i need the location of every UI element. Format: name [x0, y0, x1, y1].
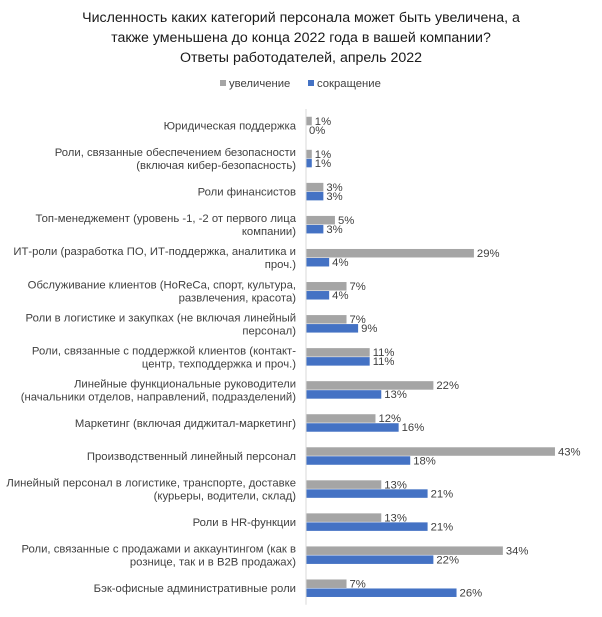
data-label-increase-9: 12% [378, 413, 402, 426]
category-label-9: Маркетинг (включая диджитал-маркетинг) [74, 417, 296, 430]
bar-decrease-8 [306, 390, 381, 399]
category-label-12: Роли в HR-функции [192, 517, 296, 530]
data-label-increase-4: 29% [476, 247, 500, 260]
category-label-7: Роли, связанные с поддержкой клиентов (контакт-центр, техподдержка и проч.) [31, 345, 296, 371]
data-label-increase-0: 1% [314, 115, 332, 128]
category-label-3: Топ-менеджемент (уровень -1, -2 от первого лица компании) [35, 213, 296, 239]
category-label-4: ИТ-роли (разработка ПО, ИТ-поддержка, аналитика и проч.) [13, 246, 296, 272]
data-label-decrease-1: 1% [314, 157, 332, 170]
bar-increase-12 [306, 513, 381, 522]
bar-decrease-1 [306, 159, 312, 168]
data-label-decrease-13: 22% [436, 554, 460, 567]
data-label-increase-14: 7% [349, 578, 366, 591]
bar-decrease-2 [306, 192, 323, 201]
bar-increase-9 [306, 414, 375, 423]
data-label-decrease-4: 4% [332, 256, 349, 269]
data-label-decrease-14: 26% [459, 587, 483, 600]
category-label-2: Роли финансистов [197, 186, 296, 199]
data-label-decrease-11: 21% [430, 488, 454, 501]
bar-increase-8 [306, 381, 433, 390]
data-label-increase-10: 43% [557, 446, 581, 459]
chart-title-line-3: Ответы работодателей, апрель 2022 [179, 50, 423, 66]
bar-increase-7 [306, 348, 370, 357]
legend-label-0: увеличение [229, 78, 291, 90]
bar-increase-14 [306, 579, 347, 588]
bar-decrease-13 [306, 555, 433, 564]
data-label-decrease-12: 21% [430, 521, 454, 534]
data-label-decrease-7: 11% [372, 356, 395, 369]
bar-increase-1 [306, 150, 312, 159]
data-label-decrease-2: 3% [326, 190, 343, 203]
category-label-6: Роли в логистике и закупках (не включая линейный персонал) [25, 312, 296, 338]
data-label-increase-3: 5% [337, 214, 355, 227]
legend-label-1: сокращение [317, 78, 381, 90]
data-label-increase-6: 7% [349, 314, 366, 327]
category-label-14: Бэк-офисные административные роли [93, 583, 296, 596]
legend-swatch-1 [308, 80, 314, 86]
bar-decrease-12 [306, 522, 428, 531]
bar-increase-2 [306, 183, 323, 192]
data-label-increase-2: 3% [326, 181, 343, 194]
chart-title-line-1: Численность каких категорий персонала может быть увеличена, а [82, 10, 520, 26]
bar-decrease-7 [306, 357, 370, 366]
data-label-increase-8: 22% [436, 380, 460, 393]
bar-decrease-3 [306, 225, 323, 234]
bar-decrease-4 [306, 258, 329, 267]
data-label-decrease-3: 3% [326, 223, 343, 236]
data-label-decrease-10: 18% [413, 455, 436, 468]
data-label-increase-1: 1% [314, 148, 332, 161]
data-label-decrease-8: 13% [384, 389, 407, 402]
legend [220, 78, 381, 90]
data-label-decrease-9: 16% [401, 422, 425, 435]
category-label-13: Роли, связанные с продажами и аккаунтингом (как в рознице, так и в B2B продажах) [21, 543, 296, 569]
bar-increase-11 [306, 480, 381, 489]
data-label-decrease-5: 4% [332, 290, 349, 303]
legend-swatch-0 [220, 80, 226, 86]
category-label-1: Роли, связанные обеспечением безопасности (включая кибер-безопасность) [54, 147, 296, 173]
bar-increase-13 [306, 546, 503, 555]
data-label-decrease-0: 0% [309, 124, 326, 137]
category-label-11: Линейный персонал в логистике, транспорте, доставке (курьеры, водители, склад) [6, 477, 296, 503]
bar-decrease-14 [306, 588, 457, 597]
category-labels [6, 121, 296, 596]
data-label-increase-7: 11% [372, 347, 395, 360]
bar-decrease-11 [306, 489, 428, 498]
data-label-increase-5: 7% [349, 281, 366, 294]
data-label-increase-13: 34% [505, 545, 529, 558]
chart-title-line-2: также уменьшена до конца 2022 года в вашей компании? [111, 30, 491, 46]
bar-decrease-10 [306, 456, 410, 465]
category-label-10: Производственный линейный персонал [86, 451, 296, 464]
data-label-decrease-6: 9% [361, 323, 378, 336]
category-label-0: Юридическая поддержка [163, 120, 296, 133]
bar-decrease-5 [306, 291, 329, 300]
data-label-increase-11: 13% [384, 479, 407, 492]
bar-increase-6 [306, 315, 347, 324]
category-label-8: Линейные функциональные руководители (начальники отделов, направлений, подразделений) [20, 378, 296, 404]
data-label-increase-12: 13% [384, 512, 407, 525]
category-label-5: Обслуживание клиентов (HoReCa, спорт, культура, развлечения, красота) [27, 279, 296, 305]
